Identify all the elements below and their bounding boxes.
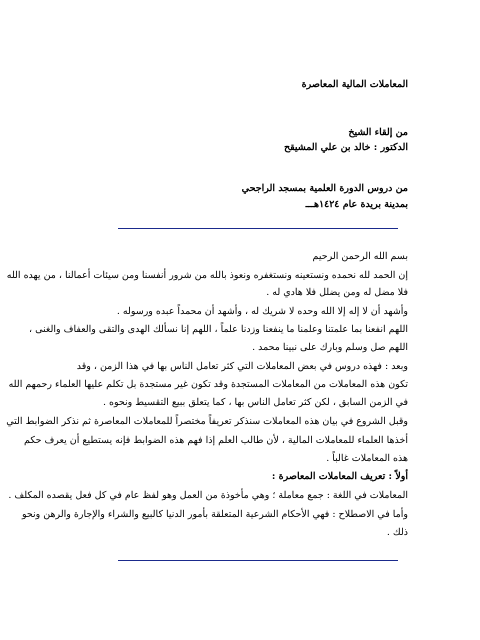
paragraph-line: وأما في الاصطلاح : فهي الأحكام الشرعية المتعلقة بأمور الدنيا كالبيع والشراء والإجارة والرهن ونحو bbox=[21, 509, 408, 520]
series-line: من دروس الدورة العلمية بمسجد الراجحي bbox=[241, 183, 408, 194]
paragraph-line: اللهم صل وسلم وبارك على نبينا محمد . bbox=[252, 342, 408, 353]
paragraph-line: في الزمن السابق ، لكن كثر تعامل الناس بها ، كما يتعلق ببيع التقسيط ونحوه . bbox=[102, 397, 408, 408]
section-heading: أولاً : تعريف المعاملات المعاصرة : bbox=[271, 471, 408, 482]
paragraph-line: تكون هذه المعاملات من المعاملات المستجدة وقد تكون غير مستجدة بل تكلم عليها العلماء رحمهم الله bbox=[8, 379, 408, 390]
paragraph-line: ذلك . bbox=[386, 527, 408, 538]
document-title: المعاملات المالية المعاصرة bbox=[301, 79, 408, 90]
paragraph-line: فلا مضل له ومن يضلل فلا هادي له . bbox=[266, 287, 408, 298]
paragraph-line: أخذها العلماء للمعاملات المالية ، لأن طالب العلم إذا فهم هذه الضوابط فإنه يستطيع أن يعرف حكم bbox=[24, 435, 408, 446]
paragraph-line: هذه المعاملات غالباً . bbox=[326, 453, 408, 464]
paragraph-line: وأشهد أن لا إله إلا الله وحده لا شريك له ، وأشهد أن محمداً عبده ورسوله . bbox=[116, 306, 408, 317]
paragraph-line: اللهم انفعنا بما علمتنا وعلمنا ما ينفعنا وزدنا علماً ، اللهم إنا نسألك الهدى والتقى والعفاف والغنى ، bbox=[29, 324, 408, 335]
top-divider bbox=[118, 228, 398, 229]
lecture-of-label: من إلقاء الشيخ bbox=[348, 127, 408, 138]
place-date-line: بمدينة بريدة عام ١٤٢٤هـــ bbox=[305, 199, 408, 210]
paragraph-line: المعاملات في اللغة : جمع معاملة ؛ وهي مأخوذة من العمل وهو لفظ عام في كل فعل يقصده المكلف . bbox=[8, 490, 408, 501]
paragraph-line: إن الحمد لله نحمده ونستعينه ونستغفره ونعوذ بالله من شرور أنفسنا ومن سيئات أعمالنا ، من يهده الله bbox=[6, 270, 408, 281]
author-name: الدكتور : خالد بن علي المشيقح bbox=[283, 142, 408, 153]
bottom-divider bbox=[118, 560, 398, 561]
paragraph-line: وبعد : فهذه دروس في بعض المعاملات التي كثر تعامل الناس بها في هذا الزمن ، وقد bbox=[76, 361, 408, 372]
basmala: بسم الله الرحمن الرحيم bbox=[312, 251, 408, 262]
paragraph-line: وقبل الشروع في بيان هذه المعاملات سنذكر تعريفاً مختصراً للمعاملات المعاصرة ثم نذكر الضوابط التي bbox=[6, 416, 408, 427]
